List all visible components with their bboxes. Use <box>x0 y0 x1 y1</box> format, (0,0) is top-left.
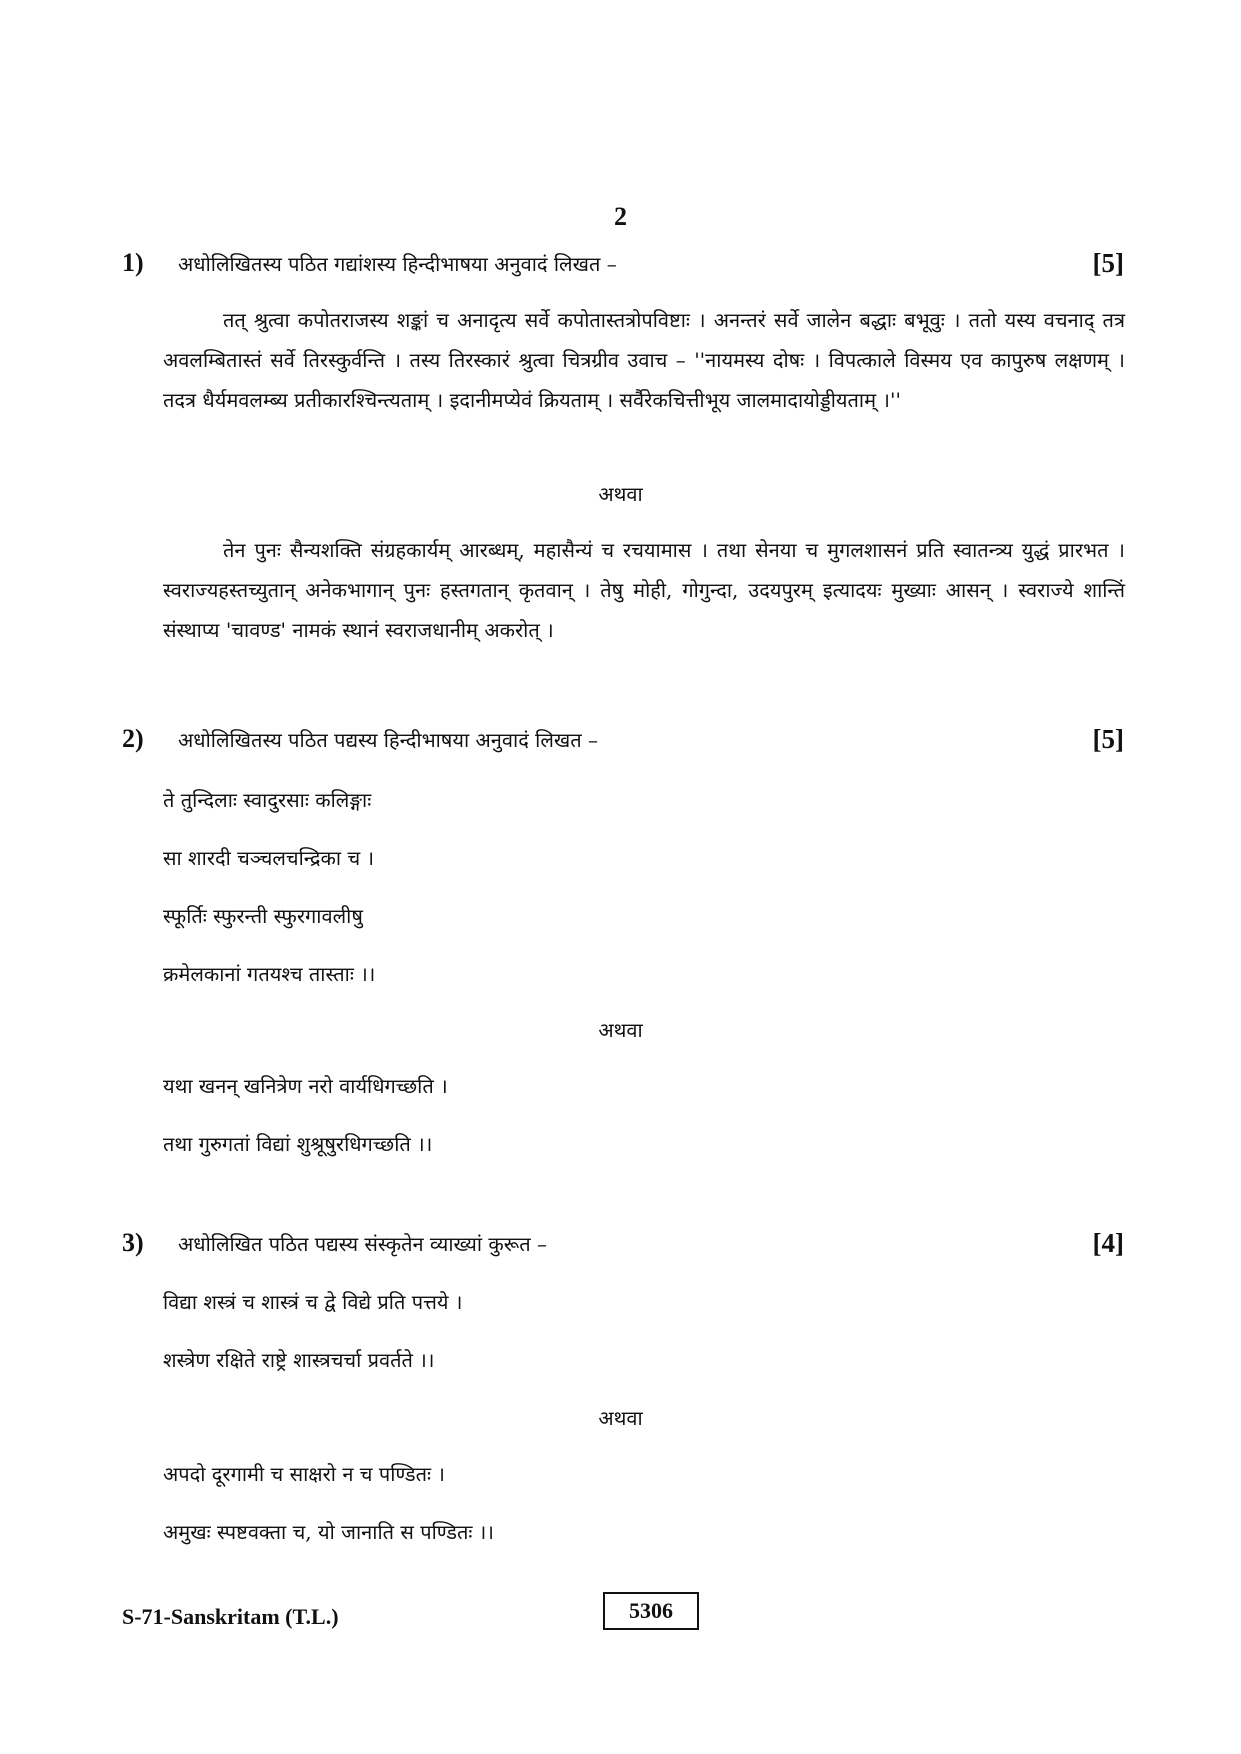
question-2-verse-a-line-1: ते तुन्दिलाः स्वादुरसाः कलिङ्गाः <box>163 788 372 812</box>
question-2-verse-b-line-2: तथा गुरुगतां विद्यां शुश्रूषुरधिगच्छति ।। <box>163 1132 433 1156</box>
question-2-or-separator: अथवा <box>598 1018 643 1042</box>
question-2-verse-a-line-4: क्रमेलकानां गतयश्च तास्ताः ।। <box>163 962 376 986</box>
question-1-or-separator: अथवा <box>598 482 643 506</box>
paper-code: S-71-Sanskritam (T.L.) <box>122 1604 339 1629</box>
question-3-verse-a-line-1: विद्या शस्त्रं च शास्त्रं च द्वे विद्ये प्रति पत्तये । <box>163 1290 463 1314</box>
question-3-verse-a-line-2: शस्त्रेण रक्षिते राष्ट्रे शास्त्रचर्चा प्रवर्तते ।। <box>163 1348 435 1372</box>
question-1-prompt: अधोलिखितस्य पठित गद्यांशस्य हिन्दीभाषया अनुवादं लिखत – <box>178 252 617 276</box>
question-1-passage-a: तत् श्रुत्वा कपोतराजस्य शङ्कां च अनादृत्य सर्वे कपोतास्तत्रोपविष्टाः । अनन्तरं सर्वे जालेन बद्धाः बभूवुः । ततो यस्य वचनाद् तत्र अवलम्बितास्तं सर्वे तिरस्कुर्वन्ति । तस्य तिरस्कारं श्रुत्वा चित्रग्रीव उवाच – ''नायमस्य दोषः । विपत्काले विस्मय एव कापुरुष लक्षणम् । तदत्र धैर्यमवलम्ब्य प्रतीकारश्चिन्त्यताम् । इदानीमप्येवं क्रियताम् । सर्वैरेकचित्तीभूय जालमादायोड्डीयताम् ।'' <box>163 308 1125 412</box>
question-1-passage-b: तेन पुनः सैन्यशक्ति संग्रहकार्यम् आरब्धम्, महासैन्यं च रचयामास । तथा सेनया च मुगलशासनं प्रति स्वातन्त्र्य युद्धं प्रारभत । स्वराज्यहस्तच्युतान् अनेकभागान् पुनः हस्तगतान् कृतवान् । तेषु मोही, गोगुन्दा, उदयपुरम् इत्यादयः मुख्याः आसन् । स्वराज्ये शान्तिं संस्थाप्य 'चावण्ड' नामकं स्थानं स्वराजधानीम् अकरोत् । <box>163 538 1125 642</box>
page-code-box: 5306 <box>603 1592 699 1630</box>
question-3-marks: [4] <box>1092 1228 1124 1258</box>
question-2-verse-a-line-3: स्फूर्तिः स्फुरन्ती स्फुरगावलीषु <box>163 904 363 928</box>
question-2-number: 2) <box>122 724 144 753</box>
question-2-verse-b-line-1: यथा खनन् खनित्रेण नरो वार्यधिगच्छति । <box>163 1074 448 1098</box>
question-2-verse-a-line-2: सा शारदी चञ्चलचन्द्रिका च । <box>163 846 375 870</box>
page-number: 2 <box>614 202 627 231</box>
question-3-number: 3) <box>122 1228 144 1257</box>
question-3-or-separator: अथवा <box>598 1406 643 1430</box>
question-3-verse-b-line-2: अमुखः स्पष्टवक्ता च, यो जानाति स पण्डितः ।। <box>163 1520 494 1544</box>
question-2-marks: [5] <box>1092 724 1124 754</box>
question-1-marks: [5] <box>1092 248 1124 278</box>
question-3-prompt: अधोलिखित पठित पद्यस्य संस्कृतेन व्याख्यां कुरूत – <box>178 1232 548 1256</box>
question-1-number: 1) <box>122 248 144 277</box>
question-3-verse-b-line-1: अपदो दूरगामी च साक्षरो न च पण्डितः । <box>163 1462 445 1486</box>
question-2-prompt: अधोलिखितस्य पठित पद्यस्य हिन्दीभाषया अनुवादं लिखत – <box>178 728 599 752</box>
